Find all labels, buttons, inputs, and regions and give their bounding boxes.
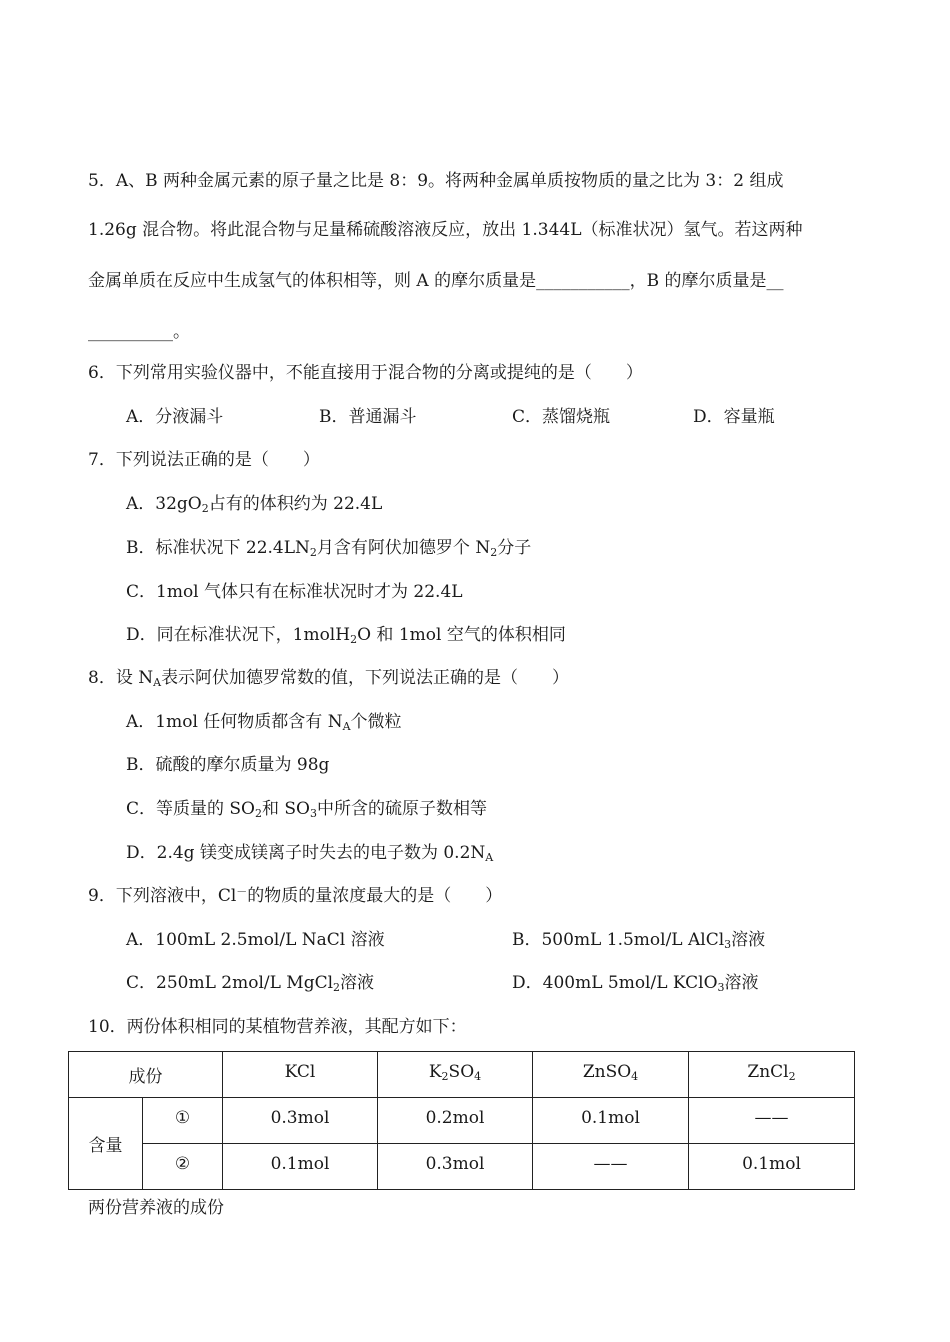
cell-kcl: 0.1mol xyxy=(223,1144,378,1190)
q6-option-b: B．普通漏斗 xyxy=(319,407,417,427)
header-kcl: KCl xyxy=(223,1052,378,1098)
q7-option-c: C．1mol 气体只有在标准状况时才为 22.4L xyxy=(126,582,463,602)
table-row xyxy=(69,1098,855,1144)
row-index: ② xyxy=(143,1144,223,1190)
header-zncl2: ZnCl$_2$ xyxy=(689,1052,855,1098)
header-k2so4: $K_2SO_4$ xyxy=(378,1052,533,1098)
row-label-content: 含量 xyxy=(69,1098,143,1190)
table-header-row xyxy=(69,1052,855,1098)
q7-option-a: A．$32gO_2$占有的体积约为 22.4L xyxy=(126,494,383,515)
q7-option-d: D．同在标准状况下，1molH$_2$O 和 1mol 空气的体积相同 xyxy=(126,625,566,646)
q5-line3: 金属单质在反应中生成氢气的体积相等，则 A 的摩尔质量是___________，B 的摩尔质量是__ xyxy=(88,271,784,291)
q8-stem: 8．设 $N_A$表示阿伏加德罗常数的值，下列说法正确的是（ ） xyxy=(88,668,570,689)
q6-option-a: A．分液漏斗 xyxy=(126,407,224,427)
q5-line2: 1.26g 混合物。将此混合物与足量稀硫酸溶液反应，放出 1.344L（标准状况）氢气。若这两种 xyxy=(88,220,803,240)
q6-option-c: C．蒸馏烧瓶 xyxy=(512,407,611,427)
table-row xyxy=(69,1144,855,1190)
q9-option-b: B．500mL 1.5mol/L AlCl$_3$溶液 xyxy=(512,930,766,951)
q9-option-a: A．100mL 2.5mol/L NaCl 溶液 xyxy=(126,930,385,950)
cell-k2so4: 0.2mol xyxy=(378,1098,533,1144)
q6-stem: 6．下列常用实验仪器中，不能直接用于混合物的分离或提纯的是（ ） xyxy=(88,363,643,383)
q8-option-b: B．硫酸的摩尔质量为 98g xyxy=(126,755,330,775)
q10-stem: 10．两份体积相同的某植物营养液，其配方如下： xyxy=(88,1017,467,1037)
q9-option-d: D．400mL 5mol/L KClO$_3$溶液 xyxy=(512,973,759,994)
q7-stem: 7．下列说法正确的是（ ） xyxy=(88,450,320,470)
cell-k2so4: 0.3mol xyxy=(378,1144,533,1190)
cell-znso4: 0.1mol xyxy=(533,1098,689,1144)
cell-kcl: 0.3mol xyxy=(223,1098,378,1144)
q7-option-b: B．标准状况下 $22.4LN_2$月含有阿伏加德罗个 $N_2$分子 xyxy=(126,538,532,559)
q5-line4: __________。 xyxy=(88,322,190,342)
header-znso4: ZnSO$_4$ xyxy=(533,1052,689,1098)
q6-option-d: D．容量瓶 xyxy=(693,407,775,427)
row-index: ① xyxy=(143,1098,223,1144)
q5-line1: 5．A、B 两种金属元素的原子量之比是 8：9。将两种金属单质按物质的量之比为 3：2 组成 xyxy=(88,171,784,191)
q9-option-c: C．250mL 2mol/L MgCl$_2$溶液 xyxy=(126,973,375,994)
header-component: 成份 xyxy=(69,1052,223,1098)
cell-znso4: —— xyxy=(533,1144,689,1190)
cell-zncl2: —— xyxy=(689,1098,855,1144)
table-caption: 两份营养液的成份 xyxy=(88,1198,224,1218)
q8-option-a: A．1mol 任何物质都含有 $N_A$个微粒 xyxy=(126,712,402,733)
formula-table xyxy=(68,1051,855,1190)
cell-zncl2: 0.1mol xyxy=(689,1144,855,1190)
q9-stem: 9．下列溶液中，Cl－的物质的量浓度最大的是（ ） xyxy=(88,885,503,906)
q8-option-d: D．2.4g 镁变成镁离子时失去的电子数为 $0.2N_A$ xyxy=(126,843,494,864)
q8-option-c: C．等质量的 $SO_2$和 $SO_3$中所含的硫原子数相等 xyxy=(126,799,487,820)
